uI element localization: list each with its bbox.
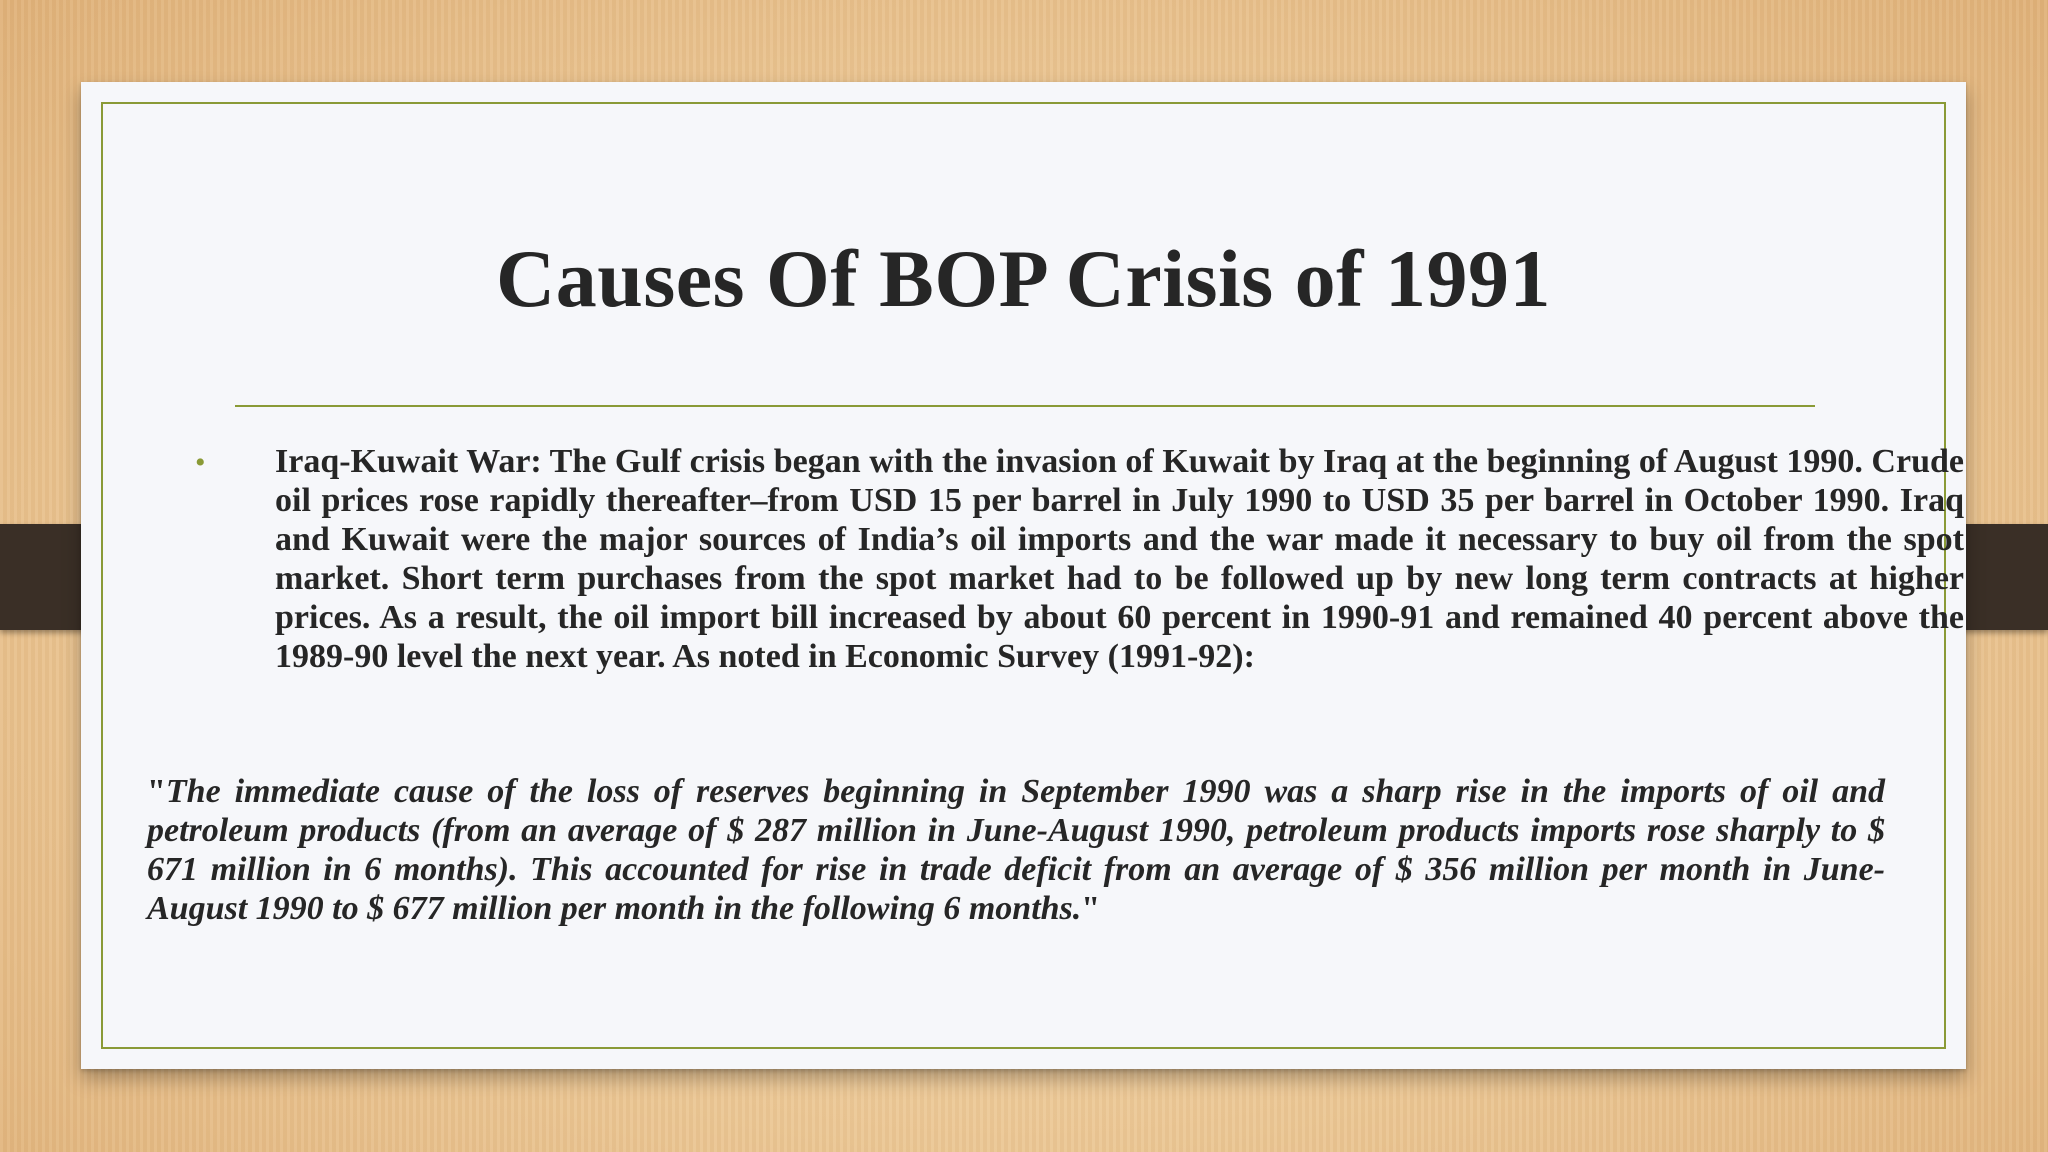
quote-open-mark: ": [147, 773, 166, 810]
quote-block: [147, 772, 1885, 928]
quote-close-mark: ": [1081, 890, 1101, 927]
bullet-dot-icon: •: [195, 446, 206, 479]
quote-text: The immediate cause of the loss of reserves beginning in September 1990 was a sharp rise in the imports of oil and petroleum products (from an average of $ 287 million in June-August 1990, petroleum products imports rose sharply to $ 671 million in 6 months). This accounted for rise in trade deficit from an average of $ 356 million per month in June-August 1990 to $ 677 million per month in the following 6 months.: [147, 773, 1885, 927]
slide-title: Causes Of BOP Crisis of 1991: [496, 233, 1551, 324]
bullet-text: Iraq-Kuwait War: The Gulf crisis began with the invasion of Kuwait by Iraq at the beginning of August 1990. Crude oil prices rose rapidly thereafter–from USD 15 per barrel in July 1990 to USD 35 per barrel in October 1990. Iraq and Kuwait were the major sources of India’s oil imports and the war made it necessary to buy oil from the spot market. Short term purchases from the spot market had to be followed up by new long term contracts at higher prices. As a result, the oil import bill increased by about 60 percent in 1990-91 and remained 40 percent above the 1989-90 level the next year. As noted in Economic Survey (1991-92):: [275, 443, 1964, 675]
title-divider: [235, 405, 1815, 407]
bullet-item: [195, 442, 1965, 676]
slide: [81, 82, 1966, 1069]
